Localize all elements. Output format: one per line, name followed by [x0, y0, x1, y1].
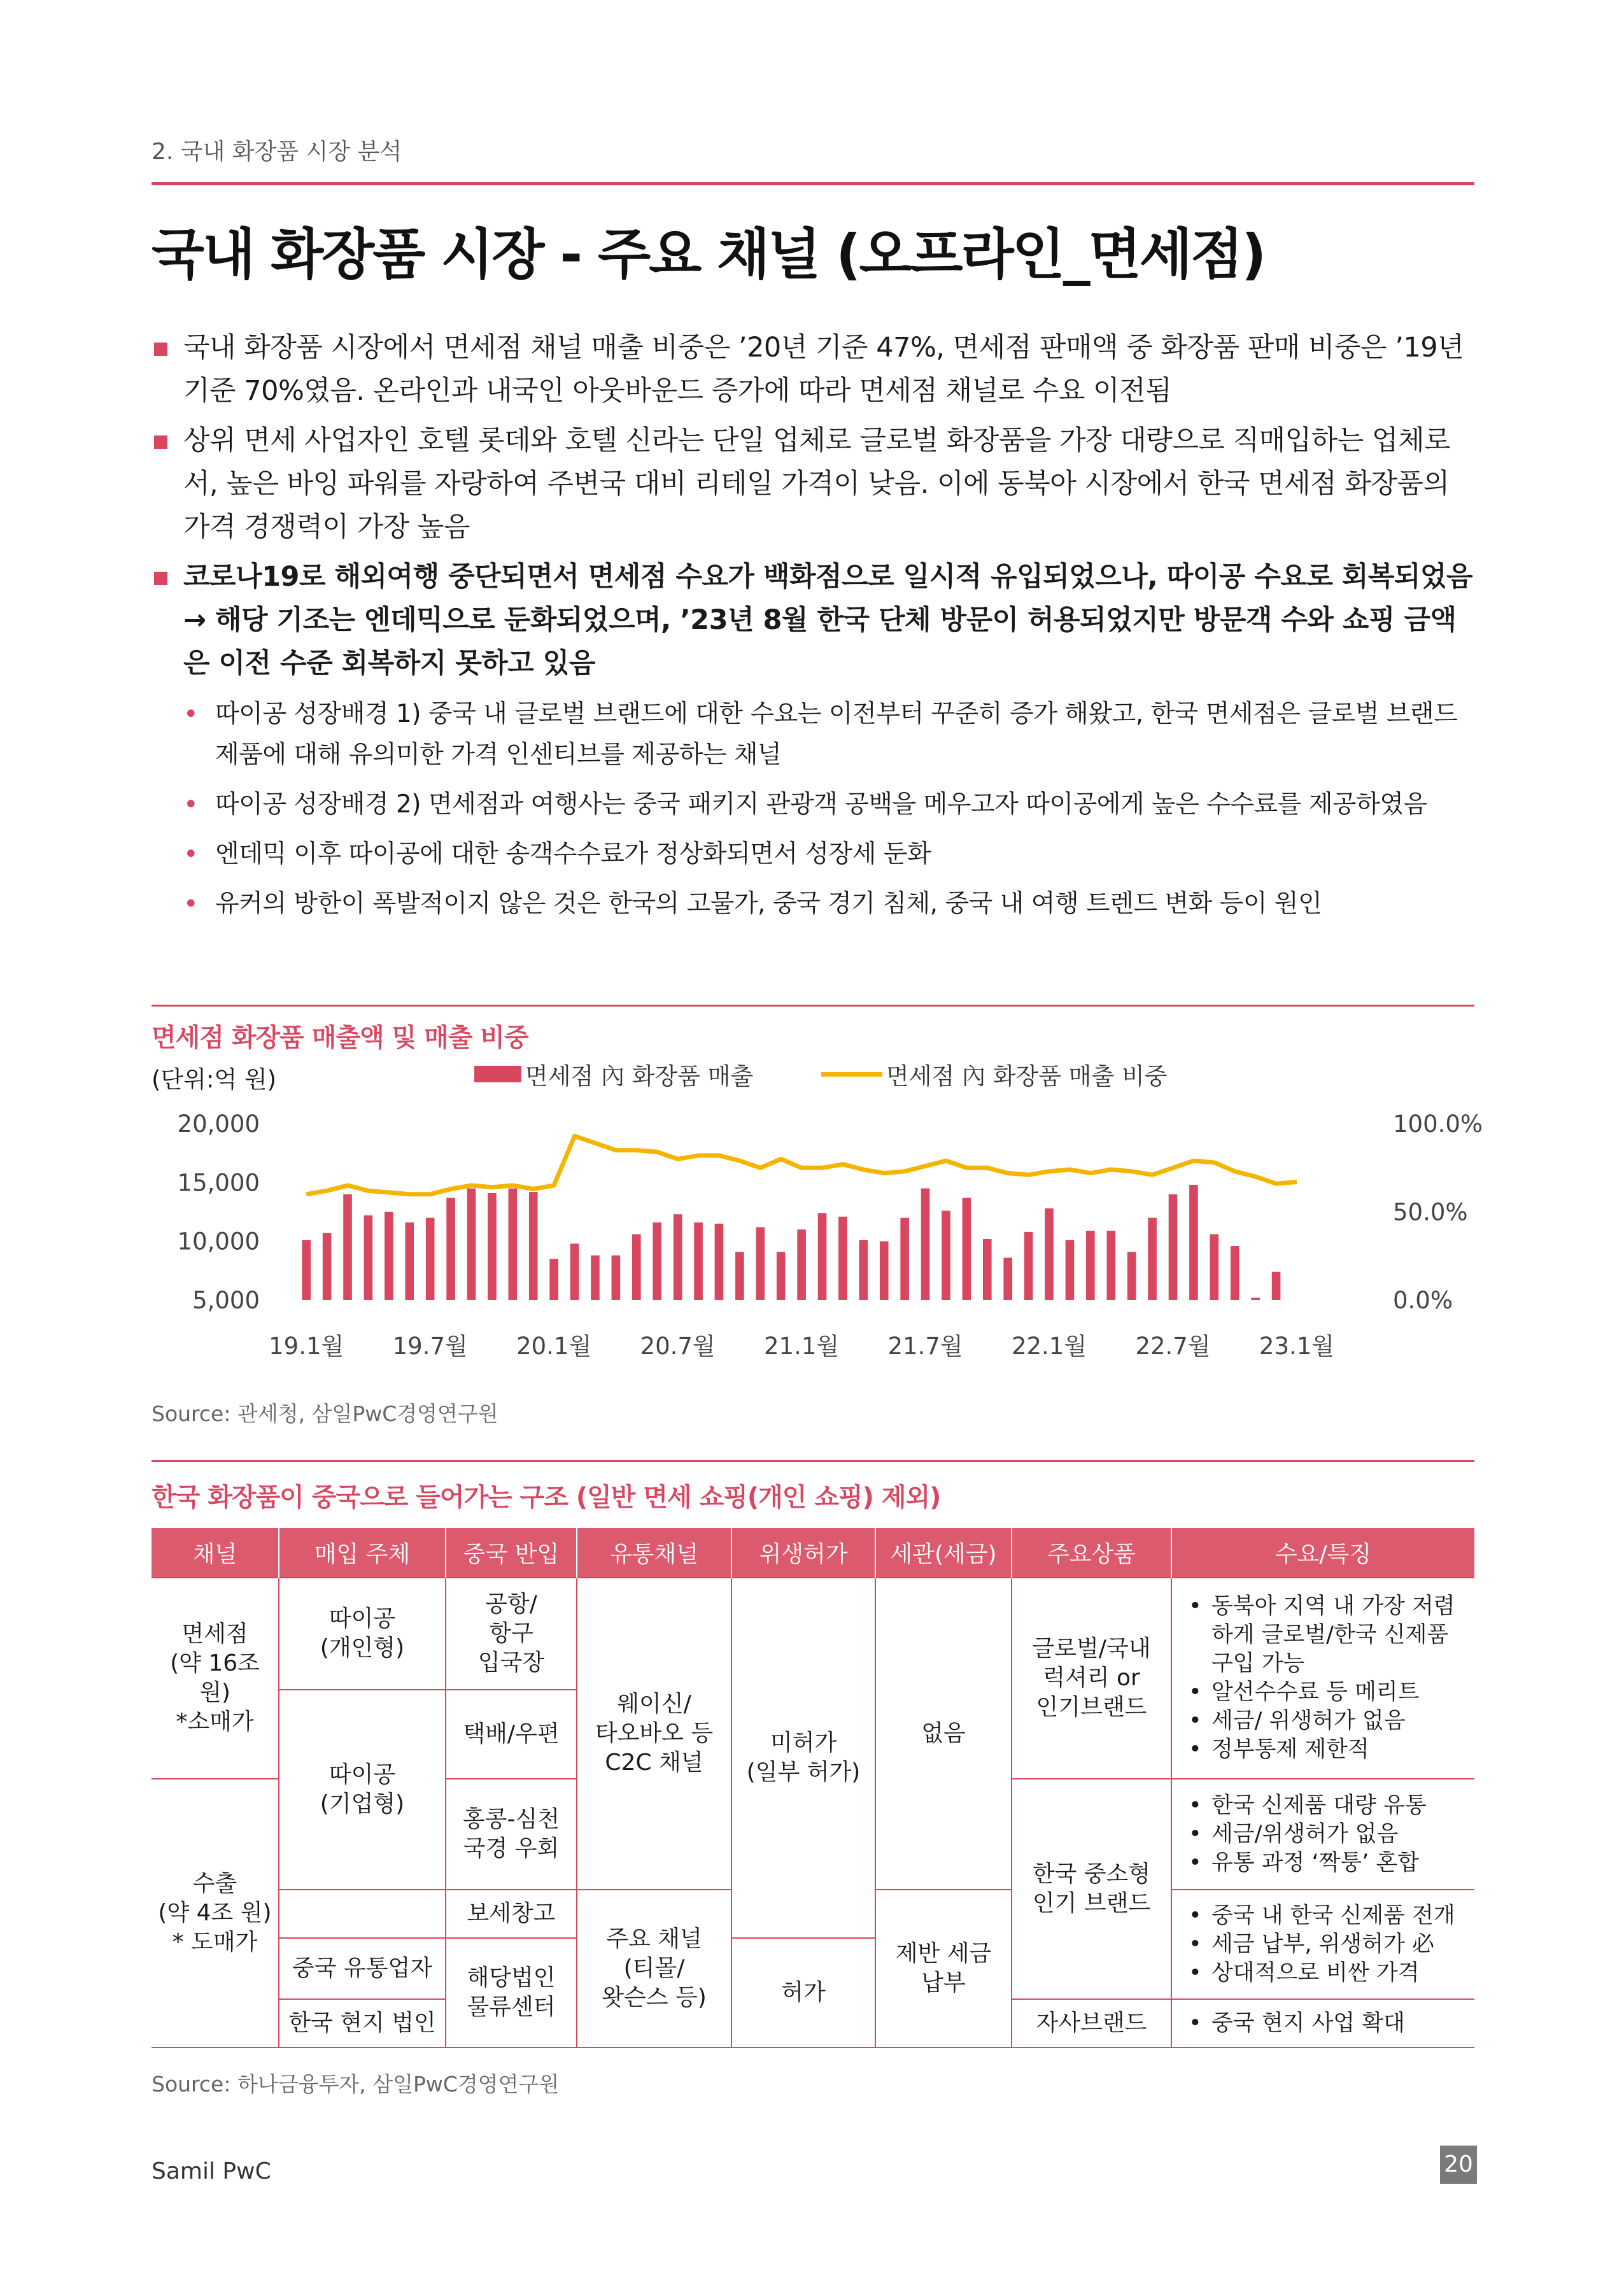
cell-dist-c2c: 웨이신/ 타오바오 등 C2C 채널	[577, 1578, 731, 1890]
feature-item: • 한국 신제품 대량 유통	[1186, 1792, 1471, 1820]
bar-20.6	[653, 1222, 661, 1300]
x-tick-label: 19.7월	[392, 1333, 468, 1360]
header-features: 수요/특징	[1171, 1528, 1474, 1578]
cell-features-1	[1171, 1578, 1474, 1779]
bar-19.5	[385, 1212, 393, 1301]
chart-unit-label: (단위:억 원)	[152, 1066, 277, 1093]
bar-19.9	[467, 1189, 476, 1300]
bar-20.10	[735, 1252, 744, 1300]
cell-buyer-daigou-indiv: 따이공 (개인형)	[279, 1578, 446, 1690]
square-bullet-icon	[154, 343, 167, 356]
bar-20.3	[591, 1256, 600, 1300]
bar-21.11	[1003, 1258, 1012, 1300]
bar-19.8	[446, 1198, 455, 1300]
feature-item: • 정부통제 제한적	[1186, 1736, 1471, 1764]
x-tick-label: 21.1월	[764, 1333, 840, 1360]
header-products: 주요상품	[1012, 1528, 1171, 1578]
cell-entry-subsidiary: 해당법인 물류센터	[446, 1938, 577, 2048]
bar-19.2	[323, 1233, 332, 1300]
feature-item: • 상대적으로 비싼 가격	[1186, 1959, 1471, 1988]
feature-item: • 세금/위생허가 없음	[1186, 1820, 1471, 1849]
x-tick-label: 19.1월	[269, 1333, 344, 1360]
cell-tax-none: 없음	[875, 1578, 1012, 1890]
header-hygiene: 위생허가	[731, 1528, 875, 1578]
bar-22.6	[1148, 1218, 1157, 1300]
cell-features-2	[1171, 1779, 1474, 1890]
sub-bullet-text: 따이공 성장배경 2) 면세점과 여행사는 중국 패키지 관광객 공백을 메우고자 따이공에게 높은 수수료를 제공하였음	[215, 790, 1427, 819]
cell-prod-sme: 한국 중소형 인기 브랜드	[1012, 1779, 1171, 1999]
bar-21.9	[963, 1198, 971, 1300]
dot-bullet-icon: •	[183, 889, 199, 919]
cell-entry-courier: 택배/우편	[446, 1690, 577, 1779]
table-section-rule	[152, 1460, 1474, 1462]
share-line	[306, 1136, 1297, 1194]
bar-20.2	[570, 1243, 579, 1300]
bar-22.1	[1045, 1208, 1054, 1300]
cell-tax-paid: 제반 세금 납부	[875, 1890, 1012, 2048]
bar-20.1	[549, 1259, 558, 1300]
bar-22.8	[1189, 1185, 1198, 1300]
bar-21.1	[797, 1229, 806, 1300]
dot-bullet-icon: •	[183, 700, 199, 729]
feature-item: • 알선수수료 등 메리트	[1186, 1678, 1471, 1707]
cell-buyer-cn-distributor: 중국 유통업자	[279, 1938, 446, 1999]
bar-22.11	[1251, 1298, 1260, 1300]
y-right-tick-label: 0.0%	[1393, 1287, 1453, 1314]
bar-22.3	[1086, 1231, 1095, 1300]
cell-channel-dutyfree: 면세점 (약 16조 원) *소매가	[152, 1578, 279, 1779]
bar-20.11	[756, 1227, 765, 1300]
bar-22.7	[1169, 1194, 1178, 1300]
feature-item: • 동북아 지역 내 가장 저렴하게 글로벌/한국 신제품 구입 가능	[1186, 1592, 1471, 1678]
x-tick-label: 22.1월	[1011, 1333, 1087, 1360]
bar-22.10	[1231, 1246, 1239, 1300]
header-entry: 중국 반입	[446, 1528, 577, 1578]
sub-bullet-list	[152, 694, 1474, 924]
y-right-tick-label: 100.0%	[1393, 1110, 1483, 1138]
bar-21.12	[1024, 1232, 1033, 1300]
legend-bar-swatch	[474, 1066, 521, 1082]
header-rule	[152, 182, 1474, 185]
cell-entry-hk: 홍콩-심천 국경 우회	[446, 1779, 577, 1890]
table-header-row	[152, 1528, 1474, 1578]
footer-brand: Samil PwC	[152, 2158, 271, 2184]
sub-bullet-item	[183, 784, 1474, 825]
bar-21.10	[983, 1239, 992, 1300]
square-bullet-icon	[154, 435, 167, 449]
bar-19.1	[302, 1240, 311, 1300]
channel-structure-table	[152, 1528, 1474, 2048]
bar-20.12	[777, 1252, 786, 1300]
bar-19.6	[405, 1222, 414, 1300]
sub-bullet-item	[183, 884, 1474, 924]
cell-entry-bonded: 보세창고	[446, 1890, 577, 1938]
header-channel: 채널	[152, 1528, 279, 1578]
feature-item: • 중국 현지 사업 확대	[1186, 2009, 1471, 2038]
bar-21.3	[838, 1217, 847, 1300]
page-title: 국내 화장품 시장 - 주요 채널 (오프라인_면세점)	[152, 223, 1265, 287]
header-customs: 세관(세금)	[875, 1528, 1012, 1578]
dot-bullet-icon: •	[183, 840, 199, 869]
cell-dist-main: 주요 채널 (티몰/ 왓슨스 등)	[577, 1890, 731, 2048]
bar-20.7	[674, 1214, 682, 1300]
x-tick-label: 20.1월	[516, 1333, 592, 1360]
sub-bullet-text: 엔데믹 이후 따이공에 대한 송객수수료가 정상화되면서 성장세 둔화	[215, 840, 931, 868]
bar-19.10	[488, 1193, 497, 1300]
page-number: 20	[1440, 2146, 1477, 2184]
cell-entry-airport: 공항/ 항구 입국장	[446, 1578, 577, 1690]
bar-19.3	[343, 1194, 352, 1300]
dot-bullet-icon: •	[183, 790, 199, 819]
bar-20.5	[632, 1235, 641, 1300]
bar-21.4	[859, 1240, 868, 1300]
x-tick-label: 20.7월	[640, 1333, 716, 1360]
feature-item: • 중국 내 한국 신제품 전개	[1186, 1902, 1471, 1930]
section-label: 2. 국내 화장품 시장 분석	[152, 139, 402, 165]
x-tick-label: 23.1월	[1259, 1333, 1335, 1360]
header-buyer: 매입 주체	[279, 1528, 446, 1578]
bar-19.4	[364, 1215, 373, 1300]
table-source: Source: 하나금융투자, 삼일PwC경영연구원	[152, 2072, 560, 2097]
bar-22.12	[1272, 1272, 1281, 1300]
bullet-list	[152, 326, 1474, 933]
bar-20.4	[612, 1256, 621, 1300]
bar-22.9	[1210, 1235, 1219, 1300]
y-left-tick-label: 10,000	[177, 1227, 260, 1256]
x-tick-label: 21.7월	[887, 1333, 963, 1360]
y-left-tick-label: 5,000	[192, 1287, 260, 1314]
header-distribution: 유통채널	[577, 1528, 731, 1578]
y-left-tick-label: 20,000	[177, 1110, 260, 1138]
cell-channel-export: 수출 (약 4조 원) * 도매가	[152, 1779, 279, 2048]
bullet-item	[152, 419, 1474, 549]
cell-buyer-empty	[279, 1890, 446, 1938]
table-row	[152, 1578, 1474, 1690]
legend-bar	[474, 1057, 753, 1091]
bar-22.2	[1066, 1240, 1075, 1300]
sub-bullet-text: 유커의 방한이 폭발적이지 않은 것은 한국의 고물가, 중국 경기 침체, 중국 내 여행 트렌드 변화 등이 원인	[215, 889, 1322, 918]
cell-prod-own: 자사브랜드	[1012, 1999, 1171, 2048]
bar-21.8	[942, 1211, 950, 1300]
square-bullet-icon	[154, 572, 167, 585]
bar-20.8	[694, 1222, 703, 1300]
bar-21.7	[921, 1189, 930, 1300]
x-tick-label: 22.7월	[1135, 1333, 1211, 1360]
chart-source: Source: 관세청, 삼일PwC경영연구원	[152, 1401, 498, 1426]
cell-features-4	[1171, 1999, 1474, 2048]
bullet-text: 국내 화장품 시장에서 면세점 채널 매출 비중은 ’20년 기준 47%, 면세점 판매액 중 화장품 판매 비중은 ’19년 기준 70%였음. 온라인과 내국인 아웃바운드 증가에 따라 면세점 채널로 수요 이전됨	[183, 332, 1464, 407]
bar-22.5	[1127, 1252, 1136, 1300]
bar-19.11	[509, 1189, 518, 1300]
y-left-tick-label: 15,000	[177, 1169, 260, 1197]
bullet-item	[152, 555, 1474, 685]
legend-bar-label: 면세점 內 화장품 매출	[525, 1063, 754, 1090]
feature-item: • 세금/ 위생허가 없음	[1186, 1707, 1471, 1736]
cell-buyer-kr-local: 한국 현지 법인	[279, 1999, 446, 2048]
sub-bullet-item	[183, 694, 1474, 775]
y-right-tick-label: 50.0%	[1393, 1198, 1468, 1226]
chart-section-rule	[152, 1005, 1474, 1007]
cell-features-3	[1171, 1890, 1474, 1999]
feature-item: • 세금 납부, 위생허가 必	[1186, 1930, 1471, 1959]
bar-22.4	[1106, 1231, 1115, 1300]
bullet-item	[152, 326, 1474, 413]
sub-bullet-text: 따이공 성장배경 1) 중국 내 글로벌 브랜드에 대한 수요는 이전부터 꾸준히 증가 해왔고, 한국 면세점은 글로벌 브랜드 제품에 대해 유의미한 가격 인센티브를 제공하는 채널	[215, 700, 1458, 769]
bullet-text: 코로나19로 해외여행 중단되면서 면세점 수요가 백화점으로 일시적 유입되었으나, 따이공 수요로 회복되었음→ 해당 기조는 엔데믹으로 둔화되었으며, ’23년 8월 한국 단체 방문이 허용되었지만 방문객 수와 쇼핑 금액은 이전 수준 회복하지 못하고 있음	[183, 561, 1473, 679]
bar-21.2	[818, 1213, 827, 1300]
chart-title: 면세점 화장품 매출액 및 매출 비중	[152, 1023, 528, 1052]
cell-buyer-daigou-corp: 따이공 (기업형)	[279, 1690, 446, 1890]
cell-prod-global: 글로벌/국내 럭셔리 or 인기브랜드	[1012, 1578, 1171, 1779]
bar-21.6	[900, 1218, 909, 1300]
legend-line-label: 면세점 內 화장품 매출 비중	[886, 1063, 1168, 1090]
bar-19.12	[529, 1192, 538, 1300]
bar-21.5	[880, 1242, 889, 1300]
sub-bullet-item	[183, 834, 1474, 875]
legend-line-swatch	[821, 1072, 882, 1077]
bullet-text: 상위 면세 사업자인 호텔 롯데와 호텔 신라는 단일 업체로 글로벌 화장품을 가장 대량으로 직매입하는 업체로서, 높은 바잉 파워를 자랑하여 주변국 대비 리테일 가격이 낮음. 이에 동북아 시장에서 한국 면세점 화장품의 가격 경쟁력이 가장 높음	[183, 425, 1451, 543]
cell-hygiene-none: 미허가 (일부 허가)	[731, 1578, 875, 1938]
sales-chart	[152, 1101, 1483, 1375]
bar-19.7	[426, 1218, 435, 1300]
table-title: 한국 화장품이 중국으로 들어가는 구조 (일반 면세 쇼핑(개인 쇼핑) 제외)	[152, 1483, 941, 1512]
bar-20.9	[715, 1224, 724, 1300]
feature-item: • 유통 과정 ‘짝퉁’ 혼합	[1186, 1849, 1471, 1878]
cell-hygiene-yes: 허가	[731, 1938, 875, 2048]
legend-line	[821, 1057, 1167, 1091]
